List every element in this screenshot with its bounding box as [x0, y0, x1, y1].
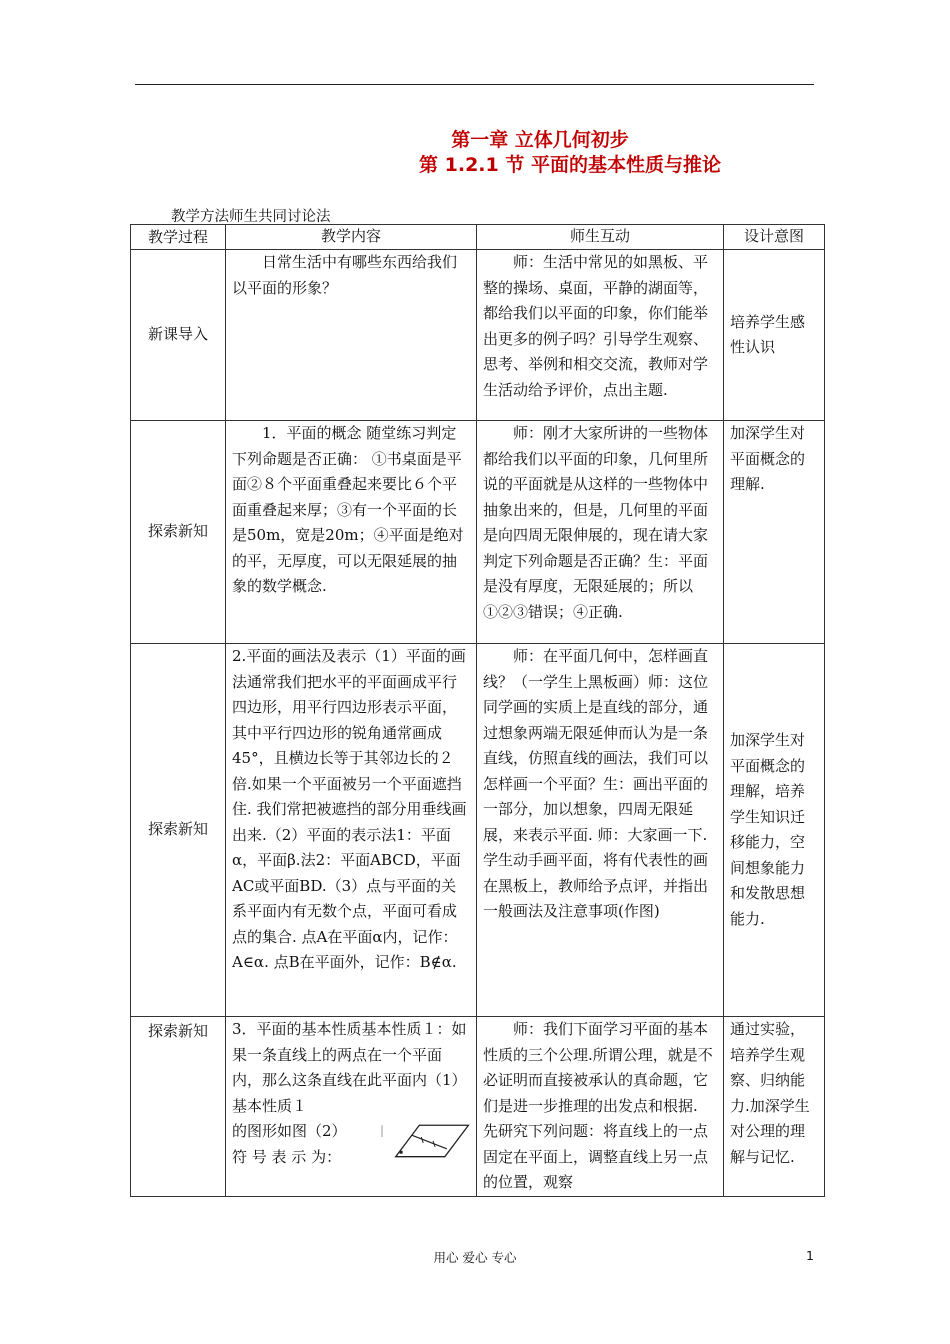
plane-line-figure-icon [380, 1119, 470, 1159]
row-interaction: 师：我们下面学习平面的基本性质的三个公理.所谓公理，就是不必证明而直接被承认的真命题，它们是进一步推理的出发点和根据. 先研究下列问题：将直线上的一点固定在平面上，调整直线上另一点的位置，观察 [477, 1017, 724, 1197]
teaching-method: 教学方法师生共同讨论法 [171, 209, 331, 225]
property-text: 3．平面的基本性质基本性质１：如果一条直线上的两点在一个平面内，那么这条直线在此平面内（1）基本性质１ [232, 1020, 467, 1115]
section-title: 第 1.2.1 节 平面的基本性质与推论 [419, 154, 721, 176]
lesson-table [130, 224, 825, 1197]
figure-caption [232, 1119, 370, 1170]
table-row [131, 421, 825, 644]
row-stage: 探索新知 [131, 1017, 226, 1197]
row-intent: 培养学生感性认识 [724, 250, 825, 421]
header-rule [135, 84, 814, 85]
symbol-label: 符 号 表 示 为： [232, 1147, 342, 1166]
table-row [131, 1017, 825, 1197]
row-stage: 探索新知 [131, 644, 226, 1017]
row-interaction: 师：刚才大家所讲的一些物体都给我们以平面的印象，几何里所说的平面就是从这样的一些物体中抽象出来的，但是，几何里的平面是向四周无限伸展的，现在请大家判定下列命题是否正确？生：平面是没有厚度，无限延展的；所以①②③错误；④正确. [477, 421, 724, 644]
row-content [226, 1017, 477, 1197]
row-intent: 加深学生对平面概念的理解，培养学生知识迁移能力，空间想象能力和发散思想能力. [724, 644, 825, 1017]
header-stage: 教学过程 [131, 225, 226, 250]
header-intent: 设计意图 [724, 225, 825, 250]
table-header-row [131, 225, 825, 250]
row-content: 2.平面的画法及表示（1）平面的画法通常我们把水平的平面画成平行四边形，用平行四边形表示平面，其中平行四边形的锐角通常画成45°，且横边长等于其邻边长的２倍.如果一个平面被另一个平面遮挡住. 我们常把被遮挡的部分用垂线画出来.（2）平面的表示法1：平面α，平面β.法2：平面ABCD，平面AC或平面BD.（3）点与平面的关系平面内有无数个点，平面可看成点的集合. 点A在平面α内，记作：A∈α. 点B在平面外，记作：B∉α. [226, 644, 477, 1017]
table-row [131, 250, 825, 421]
figure-row [232, 1119, 470, 1170]
row-stage: 探索新知 [131, 421, 226, 644]
header-interaction: 师生互动 [477, 225, 724, 250]
row-intent: 加深学生对平面概念的理解. [724, 421, 825, 644]
row-intent: 通过实验，培养学生观察、归纳能力.加深学生对公理的理解与记忆. [724, 1017, 825, 1197]
table-row [131, 644, 825, 1017]
page-number: 1 [806, 1248, 814, 1263]
row-interaction: 师：生活中常见的如黑板、平整的操场、桌面，平静的湖面等，都给我们以平面的印象，你们能举出更多的例子吗？引导学生观察、思考、举例和相交交流，教师对学生活动给予评价，点出主题. [477, 250, 724, 421]
figure-caption-line: 的图形如图（2） [232, 1122, 347, 1140]
row-stage: 新课导入 [131, 250, 226, 421]
chapter-title: 第一章 立体几何初步 [451, 129, 629, 151]
row-interaction: 师：在平面几何中，怎样画直线？（一学生上黑板画）师：这位同学画的实质上是直线的部分，通过想象两端无限延伸而认为是一条直线，仿照直线的画法，我们可以怎样画一个平面？生：画出平面的一部分，加以想象，四周无限延展，来表示平面. 师：大家画一下.学生动手画平面，将有代表性的画在黑板上，教师给予点评，并指出一般画法及注意事项(作图) [477, 644, 724, 1017]
footer-motto: 用心 爱心 专心 [433, 1250, 517, 1265]
row-content: 日常生活中有哪些东西给我们以平面的形象？ [226, 250, 477, 421]
row-content: 1．平面的概念 随堂练习判定下列命题是否正确： ①书桌面是平面②８个平面重叠起来要比６个平面重叠起来厚；③有一个平面的长是50m，宽是20m；④平面是绝对的平，无厚度，可以无限延展的抽象的数学概念. [226, 421, 477, 644]
header-content: 教学内容 [226, 225, 477, 250]
